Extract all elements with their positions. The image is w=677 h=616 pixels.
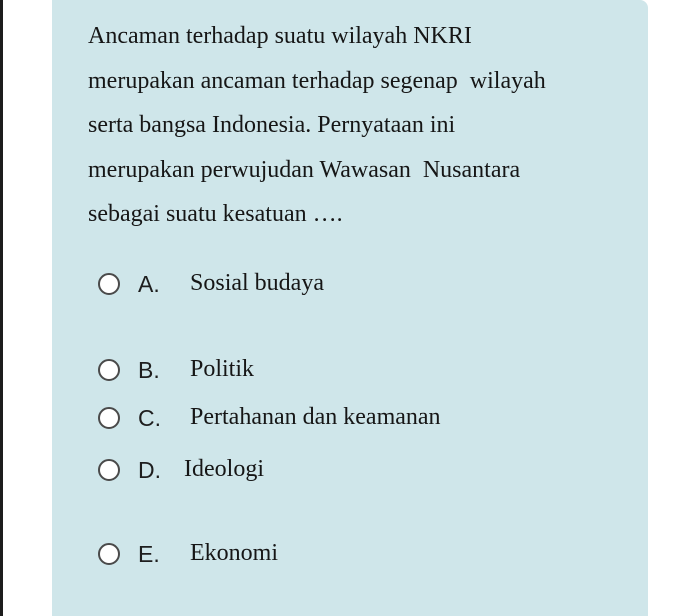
option-b[interactable]: [98, 356, 298, 385]
question-line: merupakan ancaman terhadap segenap wilayah: [88, 67, 546, 94]
radio-button-a[interactable]: [98, 273, 120, 295]
question-text: [88, 14, 628, 237]
option-c[interactable]: [98, 404, 488, 433]
option-label: Ideologi: [184, 456, 264, 482]
option-letter: C.: [138, 405, 161, 431]
option-letter: B.: [138, 357, 160, 383]
option-label: Pertahanan dan keamanan: [190, 404, 441, 430]
question-line: merupakan perwujudan Wawasan Nusantara: [88, 156, 521, 183]
option-d[interactable]: [98, 456, 298, 485]
question-line: serta bangsa Indonesia. Pernyataan ini: [88, 112, 456, 138]
radio-button-c[interactable]: [98, 407, 120, 429]
radio-button-e[interactable]: [98, 543, 120, 565]
option-label: Sosial budaya: [190, 270, 324, 296]
option-label: Politik: [190, 356, 255, 382]
option-letter: D.: [138, 457, 161, 483]
option-letter: A.: [138, 271, 160, 297]
option-e[interactable]: [98, 540, 318, 569]
left-border: [0, 0, 3, 616]
radio-button-b[interactable]: [98, 359, 120, 381]
option-label: Ekonomi: [190, 540, 278, 566]
question-line: Ancaman terhadap suatu wilayah NKRI: [88, 23, 472, 49]
question-line: sebagai suatu kesatuan ….: [88, 201, 343, 227]
option-letter: E.: [138, 541, 160, 567]
radio-button-d[interactable]: [98, 459, 120, 481]
option-a[interactable]: [98, 270, 358, 299]
